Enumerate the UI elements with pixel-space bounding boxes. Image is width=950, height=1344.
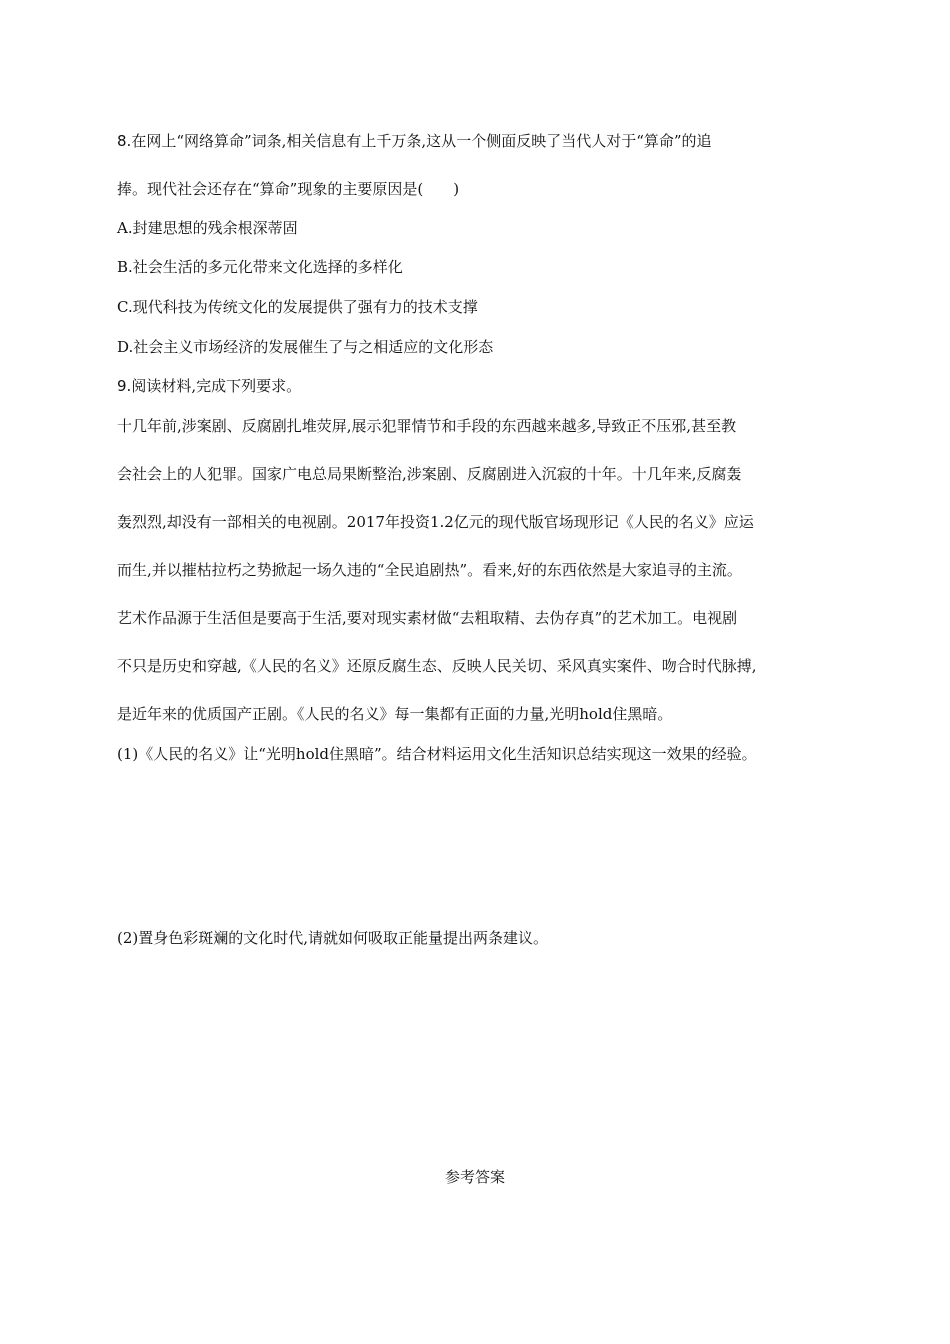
q9-material-line: 十几年前,涉案剧、反腐剧扎堆荧屏,展示犯罪情节和手段的东西越来越多,导致正不压邪,甚至教 [117,417,737,435]
q9-instruction-line [117,376,301,396]
answer-heading: 参考答案 [444,1168,505,1186]
q8-number: 8. [117,132,132,150]
q9-material-line: 艺术作品源于生活但是要高于生活,要对现实素材做“去粗取精、去伪存真”的艺术加工。电视剧 [117,609,738,627]
q9-sub-question-1: (1)《人民的名义》让“光明hold住黑暗”。结合材料运用文化生活知识总结实现这一效果的经验。 [117,745,757,763]
q8-stem-line2: 捧。现代社会还存在“算命”现象的主要原因是( ) [117,180,460,198]
q9-instruction: 阅读材料,完成下列要求。 [131,377,302,395]
q9-material-line: 轰烈烈,却没有一部相关的电视剧。2017年投资1.2亿元的现代版官场现形记《人民的名义》应运 [117,513,754,531]
q9-number: 9. [117,377,132,395]
q9-material-line: 而生,并以摧枯拉朽之势掀起一场久违的“全民追剧热”。看来,好的东西依然是大家追寻的主流。 [117,561,742,579]
q8-stem-line1 [117,131,712,151]
q8-option-d: D.社会主义市场经济的发展催生了与之相适应的文化形态 [117,338,494,356]
q9-material-line: 会社会上的人犯罪。国家广电总局果断整治,涉案剧、反腐剧进入沉寂的十年。十几年来,反腐轰 [117,465,742,483]
q8-option-a: A.封建思想的残余根深蒂固 [117,219,298,237]
q9-material-line: 不只是历史和穿越,《人民的名义》还原反腐生态、反映人民关切、采风真实案件、吻合时代脉搏, [117,657,757,675]
q9-material-line: 是近年来的优质国产正剧。《人民的名义》每一集都有正面的力量,光明hold住黑暗。 [117,705,673,723]
q8-option-c: C.现代科技为传统文化的发展提供了强有力的技术支撑 [117,298,478,316]
q8-stem-text-1: 在网上“网络算命”词条,相关信息有上千万条,这从一个侧面反映了当代人对于“算命”的追 [131,132,712,150]
q9-sub-question-2: (2)置身色彩斑斓的文化时代,请就如何吸取正能量提出两条建议。 [117,929,549,947]
q8-option-b: B.社会生活的多元化带来文化选择的多样化 [117,258,403,276]
